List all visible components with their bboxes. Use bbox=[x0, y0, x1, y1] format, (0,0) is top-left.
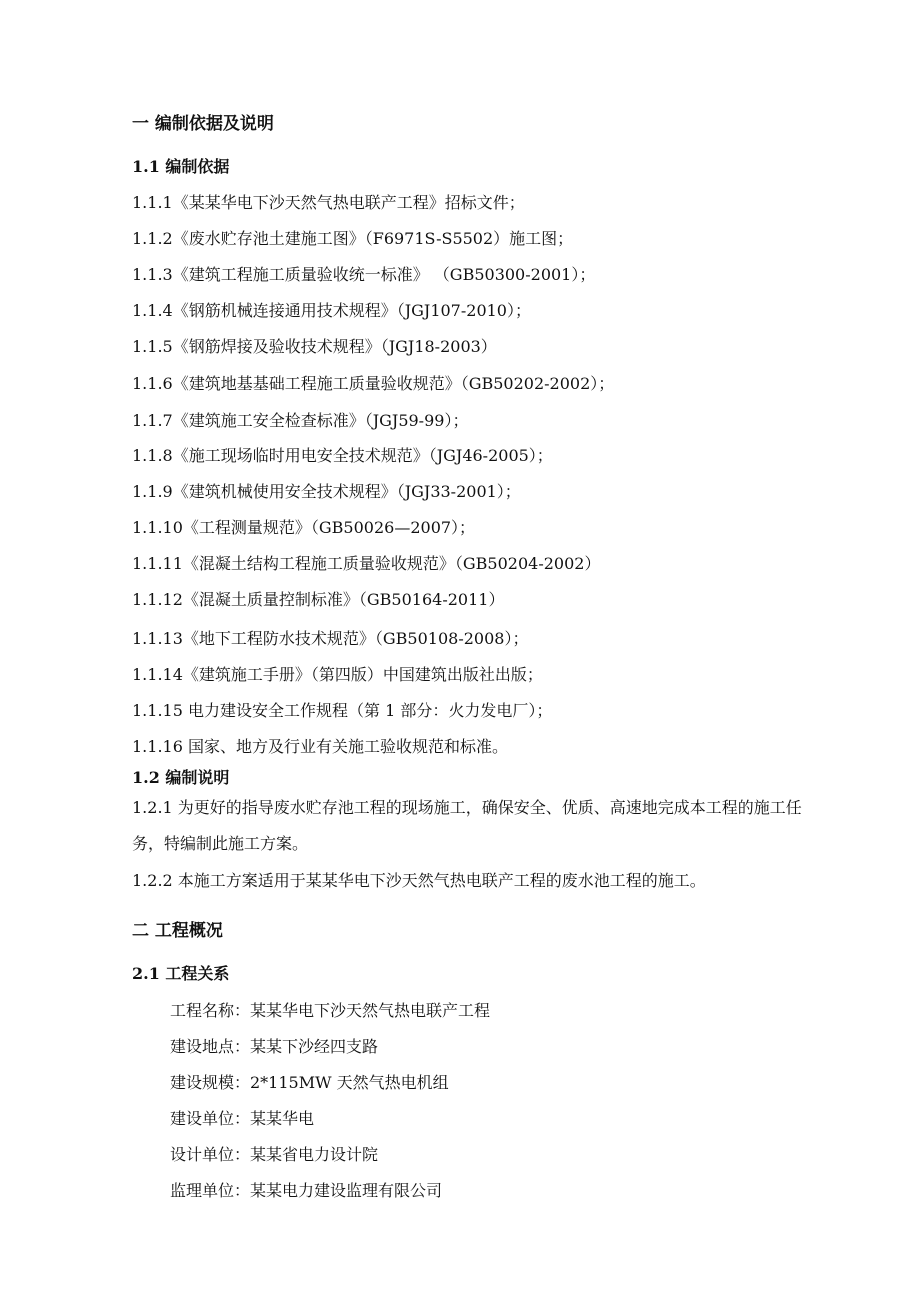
project-info-item: 监理单位：某某电力建设监理有限公司 bbox=[170, 1181, 443, 1200]
explanation-paragraph: 1.2.2 本施工方案适用于某某华电下沙天然气热电联产工程的废水池工程的施工。 bbox=[132, 871, 706, 890]
project-info-item: 建设地点：某某下沙经四支路 bbox=[170, 1037, 379, 1056]
project-info-item: 建设单位：某某华电 bbox=[170, 1109, 315, 1128]
basis-item: 1.1.10《工程测量规范》（GB50026—2007）； bbox=[132, 518, 476, 537]
section-2-heading: 二 工程概况 bbox=[132, 921, 223, 941]
basis-item: 1.1.2《废水贮存池土建施工图》（F6971S-S5502）施工图； bbox=[132, 229, 574, 248]
basis-item: 1.1.16 国家、地方及行业有关施工验收规范和标准。 bbox=[132, 737, 508, 756]
basis-item: 1.1.12《混凝土质量控制标准》（GB50164-2011） bbox=[132, 590, 505, 609]
basis-item: 1.1.4《钢筋机械连接通用技术规程》（JGJ107-2010）； bbox=[132, 301, 531, 320]
basis-item: 1.1.13《地下工程防水技术规范》（GB50108-2008）； bbox=[132, 629, 529, 648]
basis-item: 1.1.14《建筑施工手册》（第四版）中国建筑出版社出版； bbox=[132, 665, 543, 684]
basis-item: 1.1.7《建筑施工安全检查标准》（JGJ59-99）； bbox=[132, 411, 469, 430]
project-info-item: 建设规模：2*115MW 天然气热电机组 bbox=[170, 1073, 449, 1092]
basis-item: 1.1.11《混凝土结构工程施工质量验收规范》（GB50204-2002） bbox=[132, 554, 601, 573]
section-1-heading: 一 编制依据及说明 bbox=[132, 114, 274, 134]
basis-item: 1.1.5《钢筋焊接及验收技术规程》（JGJ18-2003） bbox=[132, 337, 497, 356]
basis-item: 1.1.3《建筑工程施工质量验收统一标准》 （GB50300-2001）； bbox=[132, 265, 596, 284]
project-info-item: 设计单位：某某省电力设计院 bbox=[170, 1145, 379, 1164]
subsection-2-1-heading: 2.1 工程关系 bbox=[132, 964, 230, 983]
basis-item: 1.1.1《某某华电下沙天然气热电联产工程》招标文件； bbox=[132, 193, 525, 212]
subsection-1-2-heading: 1.2 编制说明 bbox=[132, 768, 230, 787]
basis-item: 1.1.6《建筑地基基础工程施工质量验收规范》（GB50202-2002）； bbox=[132, 374, 615, 393]
basis-item: 1.1.9《建筑机械使用安全技术规程》（JGJ33-2001）； bbox=[132, 482, 521, 501]
basis-item: 1.1.15 电力建设安全工作规程（第 1 部分：火力发电厂）； bbox=[132, 701, 553, 720]
explanation-paragraph: 1.2.1 为更好的指导废水贮存池工程的现场施工，确保安全、优质、高速地完成本工程的施工任务，特编制此施工方案。 bbox=[132, 798, 802, 853]
project-info-item: 工程名称：某某华电下沙天然气热电联产工程 bbox=[170, 1001, 491, 1020]
basis-item: 1.1.8《施工现场临时用电安全技术规范》（JGJ46-2005）； bbox=[132, 446, 553, 465]
subsection-1-1-heading: 1.1 编制依据 bbox=[132, 157, 230, 176]
